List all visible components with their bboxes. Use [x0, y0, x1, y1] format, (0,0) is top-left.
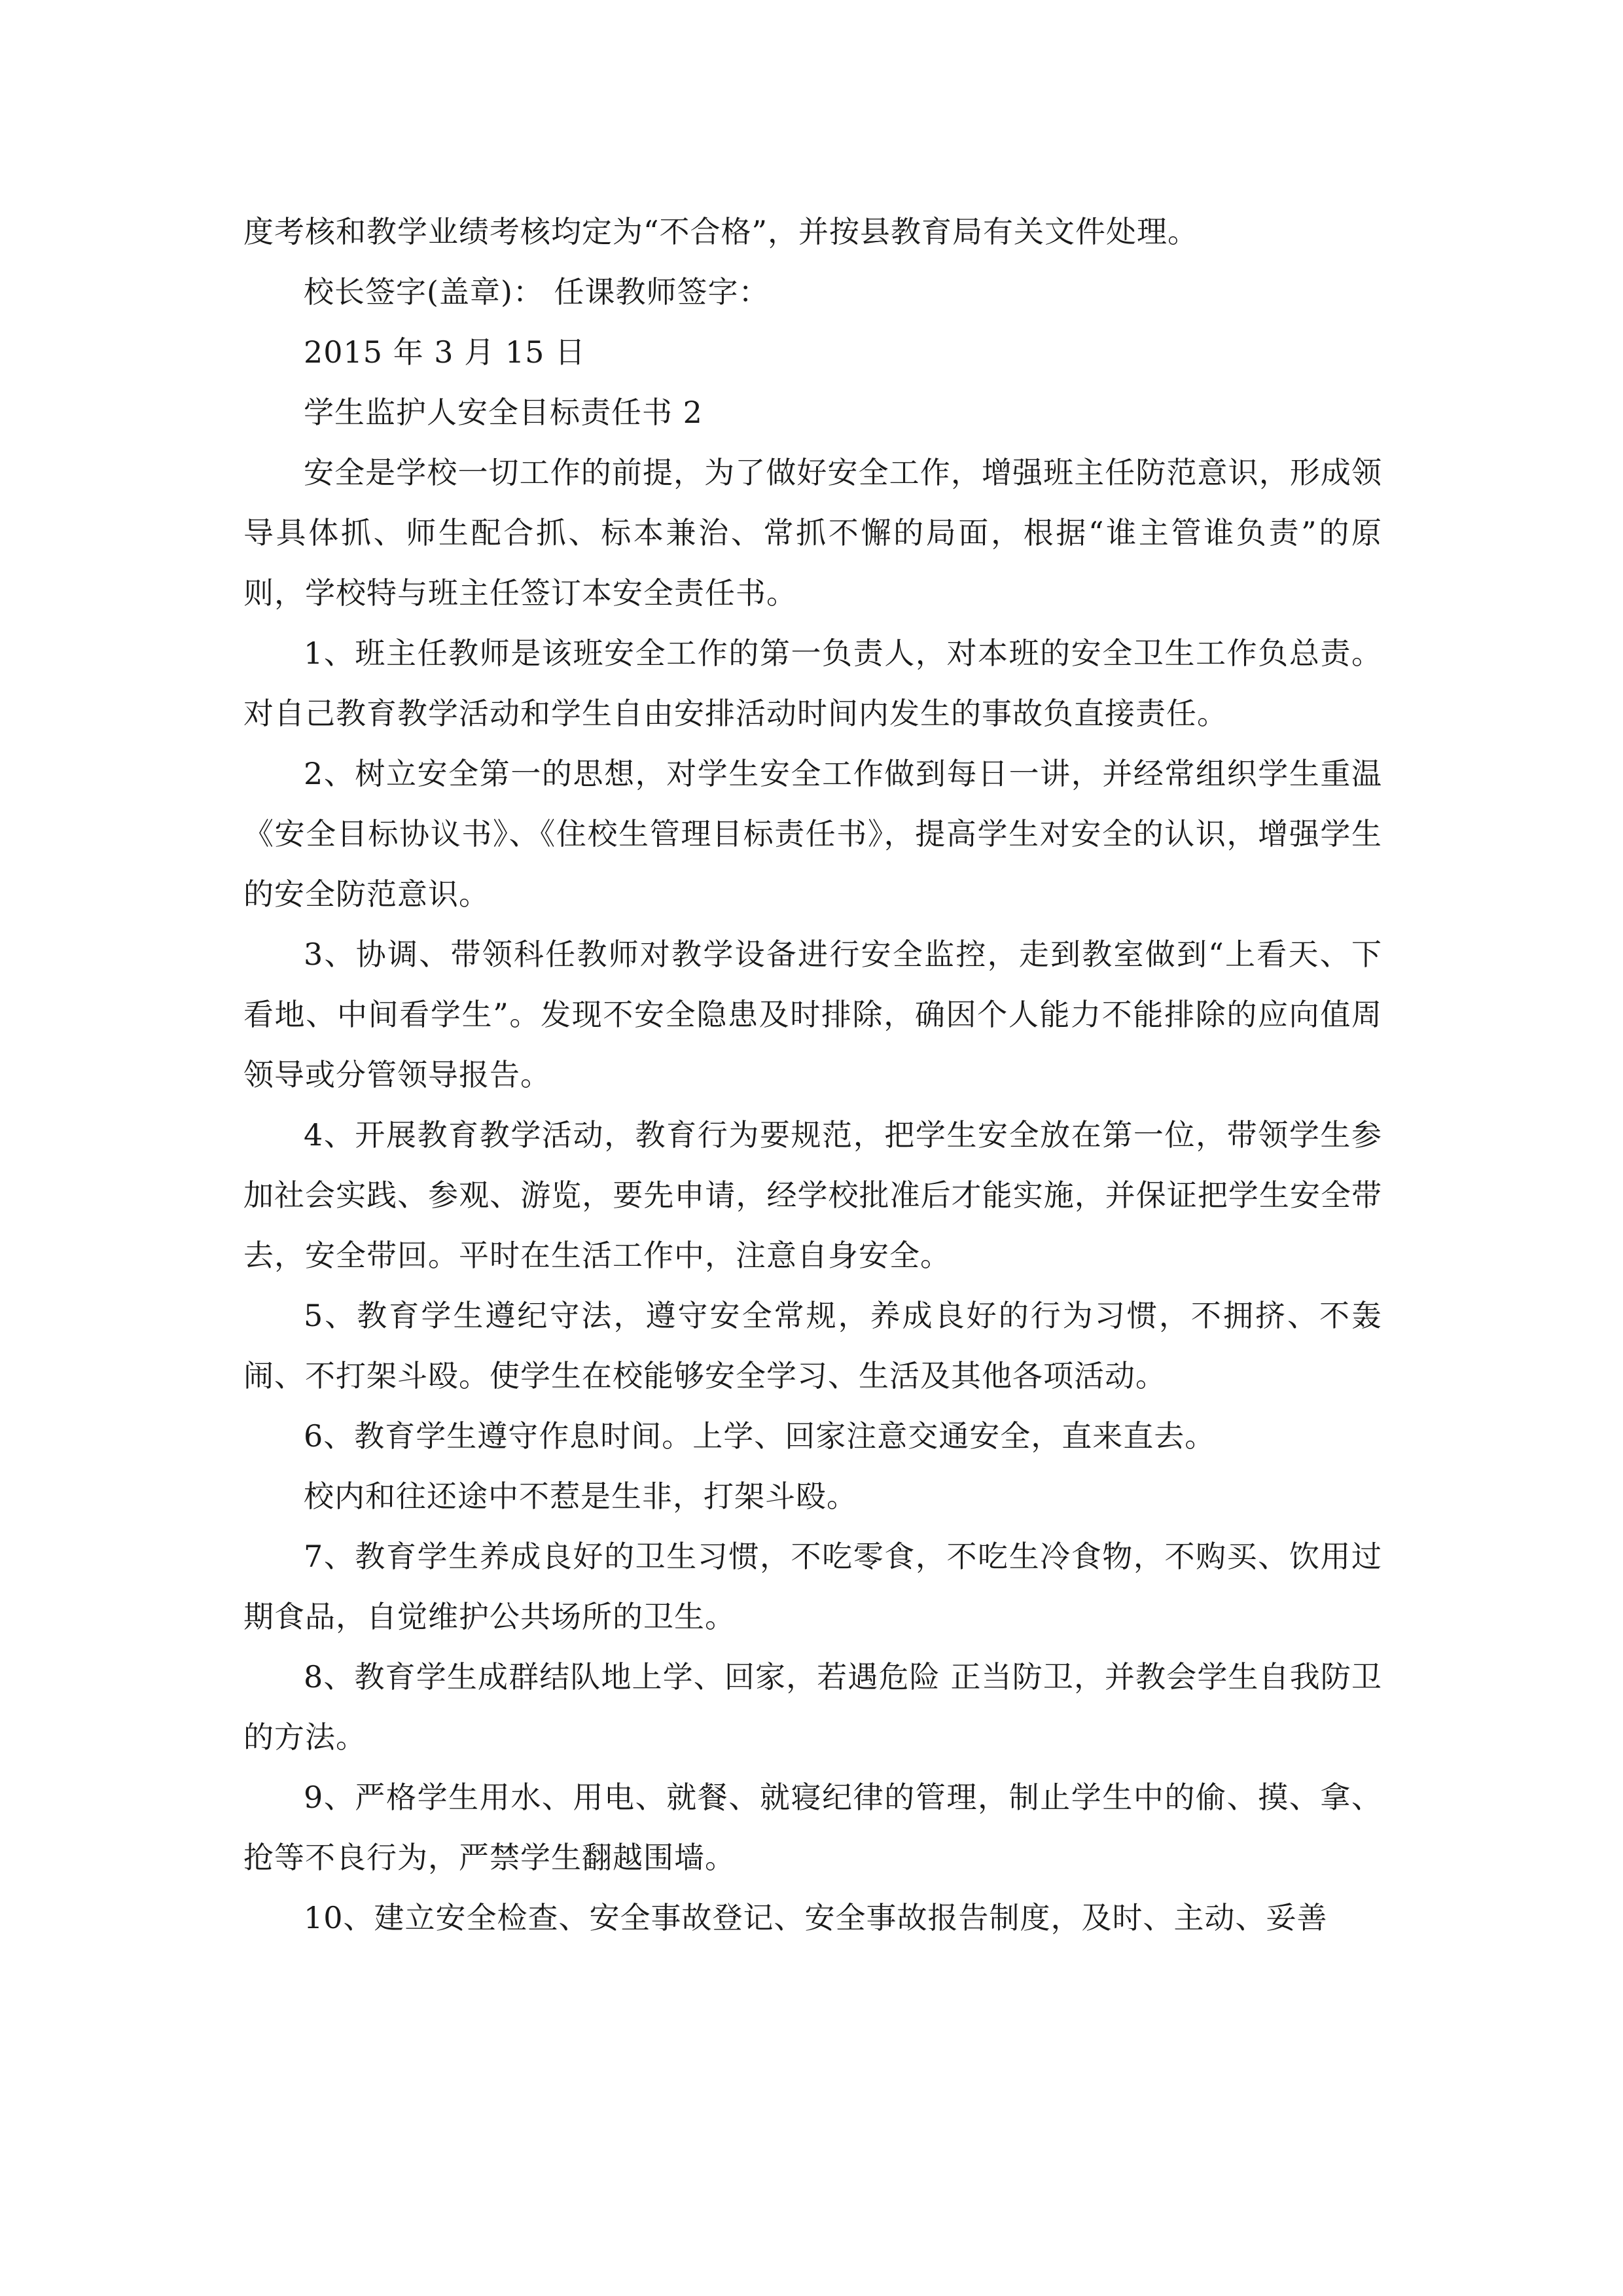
intro-paragraph: 安全是学校一切工作的前提，为了做好安全工作，增强班主任防范意识，形成领导具体抓、师生配合抓、标本兼治、常抓不懈的局面，根据“谁主管谁负责”的原则，学校特与班主任签订本安全责任书。: [243, 455, 1382, 611]
clause-5: 5、教育学生遵纪守法，遵守安全常规，养成良好的行为习惯，不拥挤、不轰闹、不打架斗殴。使学生在校能够安全学习、生活及其他各项活动。: [243, 1298, 1382, 1393]
clause-1: 1、班主任教师是该班安全工作的第一负责人，对本班的安全卫生工作负总责。对自己教育教学活动和学生自由安排活动时间内发生的事故负直接责任。: [243, 636, 1382, 731]
clause-6-continuation: 校内和往还途中不惹是生非，打架斗殴。: [304, 1479, 857, 1514]
clause-3: 3、协调、带领科任教师对教学设备进行安全监控，走到教室做到“上看天、下看地、中间看学生”。发现不安全隐患及时排除，确因个人能力不能排除的应向值周领导或分管领导报告。: [243, 937, 1382, 1092]
clause-8: 8、教育学生成群结队地上学、回家，若遇危险 正当防卫，并教会学生自我防卫的方法。: [243, 1659, 1382, 1755]
clause-4: 4、开展教育教学活动，教育行为要规范，把学生安全放在第一位，带领学生参加社会实践、参观、游览，要先申请，经学校批准后才能实施，并保证把学生安全带去，安全带回。平时在生活工作中，注意自身安全。: [243, 1117, 1382, 1273]
clause-7: 7、教育学生养成良好的卫生习惯，不吃零食，不吃生冷食物，不购买、饮用过期食品，自觉维护公共场所的卫生。: [243, 1539, 1382, 1634]
signature-line: 校长签字(盖章)： 任课教师签字：: [304, 274, 770, 310]
document-body: [243, 202, 1382, 1948]
date-line: 2015 年 3 月 15 日: [304, 334, 586, 370]
clause-9: 9、严格学生用水、用电、就餐、就寝纪律的管理，制止学生中的偷、摸、拿、抢等不良行为，严禁学生翻越围墙。: [243, 1780, 1382, 1875]
clause-2: 2、树立安全第一的思想，对学生安全工作做到每日一讲，并经常组织学生重温《安全目标协议书》、《住校生管理目标责任书》，提高学生对安全的认识，增强学生的安全防范意识。: [243, 756, 1382, 912]
paragraph-continuation: 度考核和教学业绩考核均定为“不合格”，并按县教育局有关文件处理。: [243, 214, 1199, 249]
clause-10: 10、建立安全检查、安全事故登记、安全事故报告制度，及时、主动、妥善: [304, 1900, 1328, 1935]
section-title: 学生监护人安全目标责任书 2: [304, 395, 703, 430]
clause-6: 6、教育学生遵守作息时间。上学、回家注意交通安全，直来直去。: [304, 1418, 1216, 1454]
